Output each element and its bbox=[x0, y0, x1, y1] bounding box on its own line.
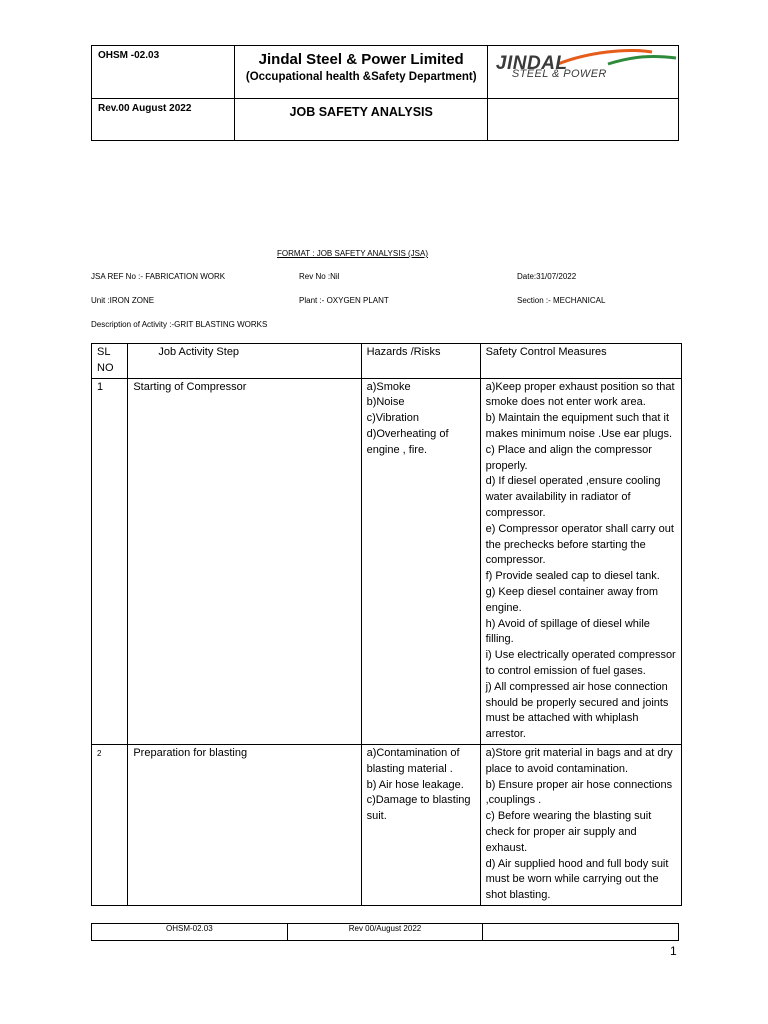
doc-code: OHSM -02.03 bbox=[92, 46, 235, 99]
col-header-measures: Safety Control Measures bbox=[480, 344, 681, 379]
hazard-item: c)Damage to blasting suit. bbox=[366, 794, 471, 823]
measure-item: f) Provide sealed cap to diesel tank. bbox=[485, 570, 660, 583]
measure-item: c) Before wearing the blasting suit check for proper air supply and exhaust. bbox=[485, 810, 652, 854]
col-header-hazards: Hazards /Risks bbox=[361, 344, 480, 379]
measure-item: h) Avoid of spillage of diesel while filling. bbox=[485, 617, 650, 646]
row-measures bbox=[480, 744, 681, 905]
activity-description: Description of Activity :-GRIT BLASTING WORKS bbox=[91, 320, 268, 329]
unit: Unit :IRON ZONE bbox=[91, 296, 155, 305]
measure-item: i) Use electrically operated compressor to control emission of fuel gases. bbox=[485, 649, 676, 677]
measure-item: b) Maintain the equipment such that it makes minimum noise .Use ear plugs. bbox=[485, 412, 673, 440]
row-step: Starting of Compressor bbox=[128, 378, 361, 744]
row-sl: 1 bbox=[92, 378, 128, 744]
row-hazards bbox=[361, 744, 480, 905]
hazard-item: a)Smoke bbox=[366, 380, 411, 393]
empty-cell bbox=[487, 99, 678, 141]
measure-item: g) Keep diesel container away from engine. bbox=[485, 585, 659, 614]
measure-item: b) Ensure proper air hose connections ,couplings . bbox=[485, 778, 673, 807]
hazard-item: a)Contamination of blasting material . bbox=[366, 746, 460, 775]
section: Section :- MECHANICAL bbox=[517, 296, 606, 305]
col-header-sl: SL NO bbox=[92, 344, 128, 379]
col-header-step: Job Activity Step bbox=[128, 344, 361, 379]
hazard-item: b) Air hose leakage. bbox=[366, 778, 464, 791]
table-row bbox=[92, 744, 682, 905]
measure-item: e) Compressor operator shall carry out the prechecks before starting the compressor. bbox=[485, 522, 674, 567]
rev-no: Rev No :Nil bbox=[299, 272, 340, 281]
footer-table bbox=[91, 923, 679, 941]
jsa-ref: JSA REF No :- FABRICATION WORK bbox=[91, 272, 226, 281]
hazard-item: c)Vibration bbox=[366, 412, 419, 425]
doc-title: JOB SAFETY ANALYSIS bbox=[235, 99, 487, 141]
department-name: (Occupational health &Safety Department) bbox=[245, 71, 477, 83]
row-sl: 2 bbox=[92, 744, 128, 905]
logo-subtitle: STEEL & POWER bbox=[511, 68, 607, 80]
revision-label: Rev.00 August 2022 bbox=[92, 99, 235, 141]
format-title: FORMAT : JOB SAFETY ANALYSIS (JSA) bbox=[277, 249, 428, 258]
row-measures bbox=[480, 378, 681, 744]
measure-item: j) All compressed air hose connection should be properly secured and joints must be attached with whiplash arrestor. bbox=[485, 680, 669, 741]
logo-wordmark: JINDAL bbox=[495, 53, 568, 74]
jsa-table bbox=[91, 343, 682, 906]
hazard-item: d)Overheating of engine , fire. bbox=[366, 427, 449, 456]
page-number: 1 bbox=[670, 944, 677, 958]
footer-revision: Rev 00/August 2022 bbox=[287, 924, 483, 941]
measure-item: a)Store grit material in bags and at dry place to avoid contamination. bbox=[485, 746, 673, 775]
footer-code: OHSM-02.03 bbox=[92, 924, 288, 941]
date: Date:31/07/2022 bbox=[517, 272, 577, 281]
table-header-row bbox=[92, 344, 682, 379]
plant: Plant :- OXYGEN PLANT bbox=[299, 296, 389, 305]
row-hazards bbox=[361, 378, 480, 744]
document-header-table bbox=[91, 45, 679, 141]
measure-item: a)Keep proper exhaust position so that smoke does not enter work area. bbox=[485, 380, 675, 409]
measure-item: d) Air supplied hood and full body suit must be worn while carrying out the shot blasting. bbox=[485, 857, 669, 902]
company-cell bbox=[235, 46, 487, 99]
row-step: Preparation for blasting bbox=[128, 744, 361, 905]
footer-blank bbox=[483, 924, 679, 941]
hazard-item: b)Noise bbox=[366, 396, 405, 409]
measure-item: d) If diesel operated ,ensure cooling water availability in radiator of compressor. bbox=[485, 475, 661, 519]
table-row bbox=[92, 378, 682, 744]
company-name: Jindal Steel & Power Limited bbox=[258, 51, 464, 68]
measure-item: c) Place and align the compressor properly. bbox=[485, 443, 652, 472]
company-logo bbox=[487, 46, 678, 99]
